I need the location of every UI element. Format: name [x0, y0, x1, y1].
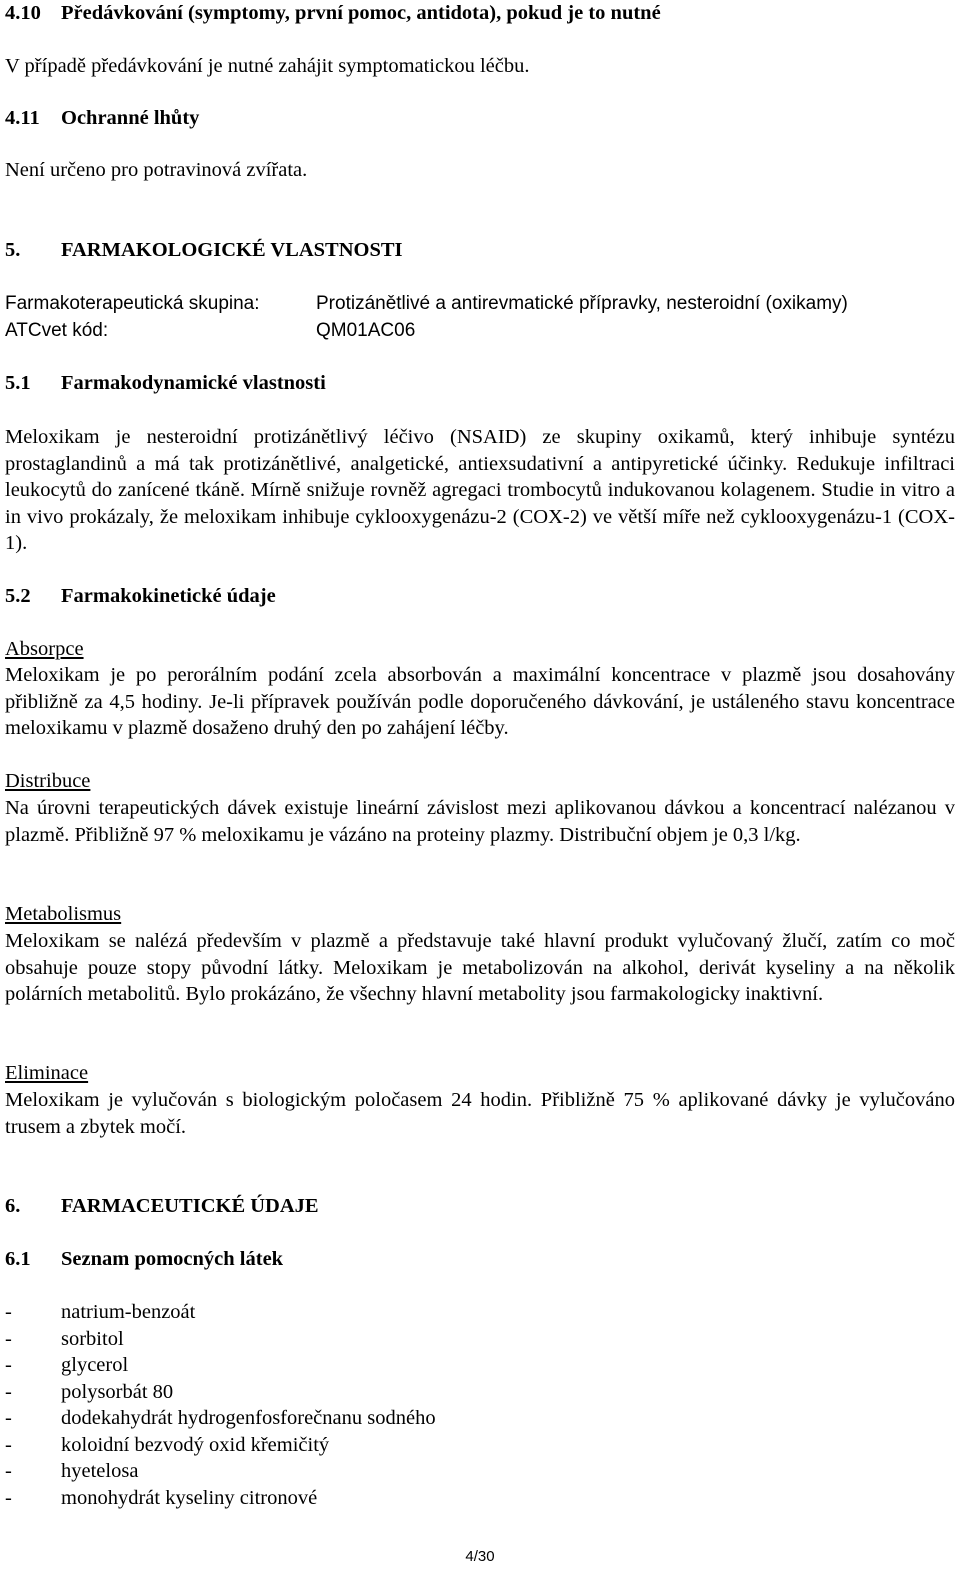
pharmacotherapeutic-group-value: Protizánětlivé a antirevmatické přípravky, nesteroidní (oxikamy)	[316, 293, 848, 314]
page-number: 4/30	[465, 1548, 495, 1565]
eliminace-text: Meloxikam je vylučován s biologickým poločasem 24 hodin. Přibližně 75 % aplikované dávky je vylučováno trusem a zbytek močí.	[5, 1089, 955, 1138]
list-item: - hyetelosa	[5, 1460, 139, 1482]
section-6-1-heading: 6.1 Seznam pomocných látek	[5, 1248, 284, 1270]
atcvet-code-value: QM01AC06	[316, 320, 416, 341]
absorpce-heading: Absorpce	[5, 638, 84, 660]
section-5-2-heading: 5.2 Farmakokinetické údaje	[5, 585, 276, 607]
section-4-11-heading: 4.11 Ochranné lhůty	[5, 107, 200, 129]
atcvet-code-label: ATCvet kód:	[5, 320, 109, 341]
eliminace-heading: Eliminace	[5, 1062, 89, 1084]
list-item: - dodekahydrát hydrogenfosforečnanu sodného	[5, 1407, 436, 1429]
section-6-heading: 6. FARMACEUTICKÉ ÚDAJE	[5, 1195, 319, 1217]
list-item: - polysorbát 80	[5, 1381, 174, 1403]
section-5-1-heading: 5.1 Farmakodynamické vlastnosti	[5, 372, 326, 394]
section-5-1-text: Meloxikam je nesteroidní protizánětlivý léčivo (NSAID) ze skupiny oxikamů, který inhibuje syntézu prostaglandinů a má tak protizánětlivé, analgetické, antiexsudativní a antipyretické účinky. Redukuje infiltraci leukocytů do zanícené tkáně. Mírně snižuje rovněž agregaci trombocytů indukovanou kolagenem. Studie in vitro a in vivo prokázaly, že meloxikam inhibuje cyklooxygenázu-2 (COX-2) ve větší míře než cyklooxygenázu-1 (COX-1).	[5, 426, 955, 554]
list-item: - koloidní bezvodý oxid křemičitý	[5, 1434, 330, 1456]
distribuce-text: Na úrovni terapeutických dávek existuje lineární závislost mezi aplikovanou dávkou a koncentrací nalézanou v plazmě. Přibližně 97 % meloxikamu je vázáno na proteiny plazmy. Distribuční objem je 0,3 l/kg.	[5, 797, 955, 846]
metabolismus-heading: Metabolismus	[5, 903, 122, 925]
section-4-10-text: V případě předávkování je nutné zahájit symptomatickou léčbu.	[5, 55, 530, 77]
metabolismus-text: Meloxikam se nalézá především v plazmě a představuje také hlavní produkt vylučovaný žlučí, zatím co moč obsahuje pouze stopy původní látky. Meloxikam je metabolizován na alkohol, derivát kyseliny a na několik polárních metabolitů. Bylo prokázáno, že všechny hlavní metabolity jsou farmakologicky inaktivní.	[5, 930, 955, 1005]
list-item: - monohydrát kyseliny citronové	[5, 1487, 318, 1509]
section-5-heading: 5. FARMAKOLOGICKÉ VLASTNOSTI	[5, 239, 403, 261]
section-4-10-heading: 4.10 Předávkování (symptomy, první pomoc, antidota), pokud je to nutné	[5, 2, 661, 24]
list-item: - sorbitol	[5, 1328, 124, 1350]
pharmacotherapeutic-group-row	[5, 290, 848, 318]
distribuce-heading: Distribuce	[5, 770, 91, 792]
absorpce-text: Meloxikam je po perorálním podání zcela absorbován a maximální koncentrace v plazmě jsou dosahovány přibližně za 4,5 hodiny. Je-li přípravek používán podle doporučeného dávkování, je ustáleného stavu koncentrace meloxikamu v plazmě dosaženo druhý den po zahájení léčby.	[5, 664, 955, 739]
list-item: - glycerol	[5, 1354, 129, 1376]
atcvet-code-row	[5, 317, 415, 345]
pharmacotherapeutic-group-label: Farmakoterapeutická skupina:	[5, 293, 260, 314]
list-item: - natrium-benzoát	[5, 1301, 196, 1323]
section-4-11-text: Není určeno pro potravinová zvířata.	[5, 159, 308, 181]
